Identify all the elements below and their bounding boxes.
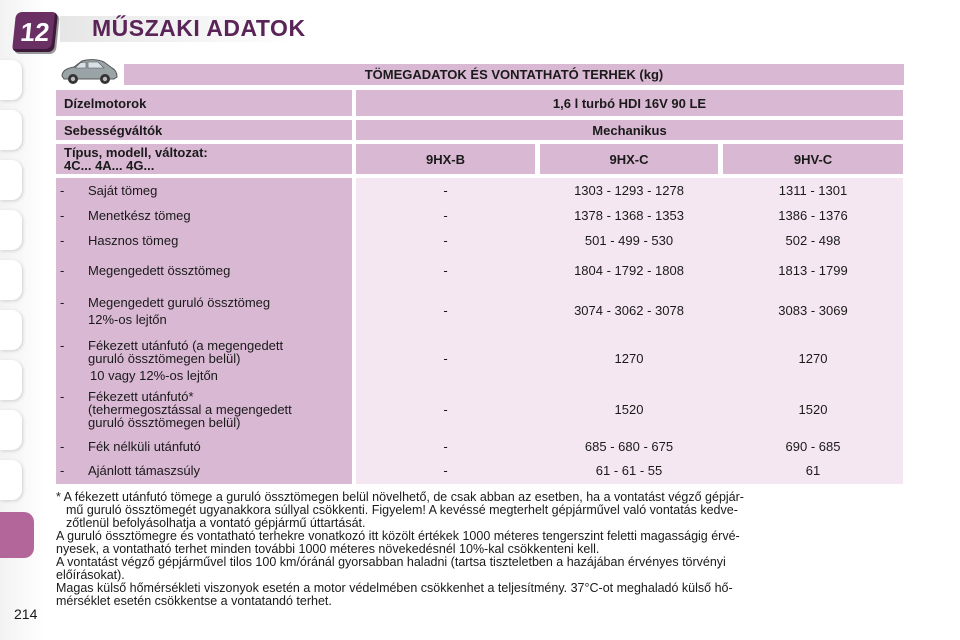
row-label: Menetkész tömeg	[88, 208, 191, 223]
column-header	[723, 144, 903, 174]
engine-label	[56, 90, 352, 116]
row-value: 1386 - 1376	[778, 208, 848, 223]
side-tab[interactable]	[0, 260, 22, 300]
side-tab[interactable]	[0, 410, 22, 450]
footnote-asterisk: * A fékezett utánfutó tömege a guruló össztömegen belül növelhető, de csak abban az esetben, ha a vontatást végző gépjár-	[56, 490, 744, 504]
row-dash: -	[60, 463, 65, 478]
engine-value-text: 1,6 l turbó HDI 16V 90 LE	[552, 95, 707, 111]
column-header-text: 9HX-C	[609, 151, 649, 167]
side-tab[interactable]	[0, 60, 22, 100]
row-value: -	[443, 463, 448, 478]
row-value: 685 - 680 - 675	[584, 439, 674, 454]
row-value: 3074 - 3062 - 3078	[574, 303, 684, 318]
row-value: 502 - 498	[785, 233, 841, 248]
column-header	[540, 144, 718, 174]
row-label: (tehermegosztással a megengedett	[88, 402, 292, 417]
row-value: -	[443, 351, 448, 366]
row-value: 61 - 61 - 55	[595, 463, 663, 478]
footnote-temperature-cont: mérséklet esetén csökkentse a vontatandó terhet.	[56, 594, 332, 608]
row-label: Saját tömeg	[88, 183, 158, 198]
side-tab[interactable]	[0, 110, 22, 150]
engine-value	[356, 90, 903, 116]
row-label: Fék nélküli utánfutó	[88, 439, 201, 454]
row-value: 61	[805, 463, 821, 478]
row-value: -	[443, 303, 448, 318]
row-label: Megengedett össztömeg	[88, 263, 231, 278]
row-dash: -	[60, 439, 65, 454]
row-dash: -	[60, 295, 65, 310]
row-value: -	[443, 439, 448, 454]
footnote-altitude: A guruló össztömegre és vontatható terhekre vonatkozó itt közölt értékek 1000 méteres tengerszint feletti magasságig érvé-	[56, 529, 740, 543]
row-value: 1520	[798, 402, 828, 417]
row-value: 501 - 499 - 530	[584, 233, 674, 248]
footnote-asterisk-cont: zőtlenül befolyásolhatja a vontató gépjármű úttartását.	[66, 516, 366, 530]
column-header-text: 9HV-C	[793, 151, 833, 167]
car-icon	[56, 56, 120, 86]
row-value: -	[443, 208, 448, 223]
row-value: 1303 - 1293 - 1278	[574, 183, 684, 198]
side-tab[interactable]	[0, 360, 22, 400]
row-value: 1270	[798, 351, 828, 366]
footnote-temperature: Magas külső hőmérsékleti viszonyok esetén a motor védelmében csökkenhet a teljesítmény. 37°C-ot meghaladó külső hő-	[56, 581, 733, 595]
row-value: 690 - 685	[785, 439, 841, 454]
row-label: Hasznos tömeg	[88, 233, 179, 248]
row-label: Fékezett utánfutó*	[88, 389, 194, 404]
side-tab-active[interactable]	[0, 512, 34, 558]
type-label	[56, 144, 352, 174]
row-value: -	[443, 233, 448, 248]
row-label-sub: 10 vagy 12%-os lejtőn	[90, 368, 218, 383]
gearbox-label-text: Sebességváltók	[64, 122, 163, 138]
row-value: 1311 - 1301	[778, 183, 848, 198]
side-tab[interactable]	[0, 160, 22, 200]
engine-label-text: Dízelmotorok	[64, 95, 147, 111]
row-label: Fékezett utánfutó (a megengedett	[88, 338, 284, 353]
footnote-speed-cont: előírásokat).	[56, 568, 125, 582]
row-value: 3083 - 3069	[778, 303, 848, 318]
side-tab[interactable]	[0, 210, 22, 250]
row-value: 1804 - 1792 - 1808	[574, 263, 684, 278]
row-dash: -	[60, 263, 65, 278]
row-label: Ajánlott támaszsúly	[88, 463, 200, 478]
side-tab[interactable]	[0, 310, 22, 350]
row-label: guruló össztömegen belül)	[88, 415, 241, 430]
row-value: -	[443, 183, 448, 198]
row-label: guruló össztömegen belül)	[88, 351, 241, 366]
footnote-speed: A vontatást végző gépjárművel tilos 100 km/óránál gyorsabban haladni (tartsa tiszteletben a hazájában érvényes törvényi	[56, 555, 726, 569]
column-header-text: 9HX-B	[425, 151, 465, 167]
row-value: 1378 - 1368 - 1353	[574, 208, 684, 223]
side-tab[interactable]	[0, 460, 22, 500]
footnote-altitude-cont: nyesek, a vontatható terhet minden további 1000 méteres növekedésnél 10%-kal csökkenteni kell.	[56, 542, 600, 556]
gearbox-label	[56, 120, 352, 140]
side-tab-rail	[0, 0, 46, 640]
row-label-sub: 12%-os lejtőn	[88, 312, 167, 327]
row-value: -	[443, 402, 448, 417]
row-value: -	[443, 263, 448, 278]
row-dash: -	[60, 208, 65, 223]
row-value: 1813 - 1799	[778, 263, 848, 278]
gearbox-value	[356, 120, 903, 140]
row-label: Megengedett guruló össztömeg	[88, 295, 271, 310]
row-value: 1270	[614, 351, 644, 366]
type-label-line2: 4C... 4A... 4G...	[64, 158, 155, 173]
row-dash: -	[60, 389, 65, 404]
table-title: TÖMEGADATOK ÉS VONTATHATÓ TERHEK (kg)	[124, 64, 904, 85]
row-value: 1520	[614, 402, 644, 417]
footnote-asterisk-cont: mű guruló össztömegét ugyanakkora súllyal csökkenti. Figyelem! A kevéssé megterhelt gépjárművel való vontatás kedve-	[66, 503, 738, 517]
type-label-line1: Típus, modell, változat:	[64, 145, 208, 160]
row-dash: -	[60, 338, 65, 353]
chapter-badge: 12	[12, 12, 58, 52]
row-dash: -	[60, 183, 65, 198]
row-dash: -	[60, 233, 65, 248]
gearbox-value-text: Mechanikus	[592, 122, 667, 138]
page-number: 214	[14, 606, 38, 622]
page-title: MŰSZAKI ADATOK	[92, 15, 306, 41]
column-header	[356, 144, 535, 174]
